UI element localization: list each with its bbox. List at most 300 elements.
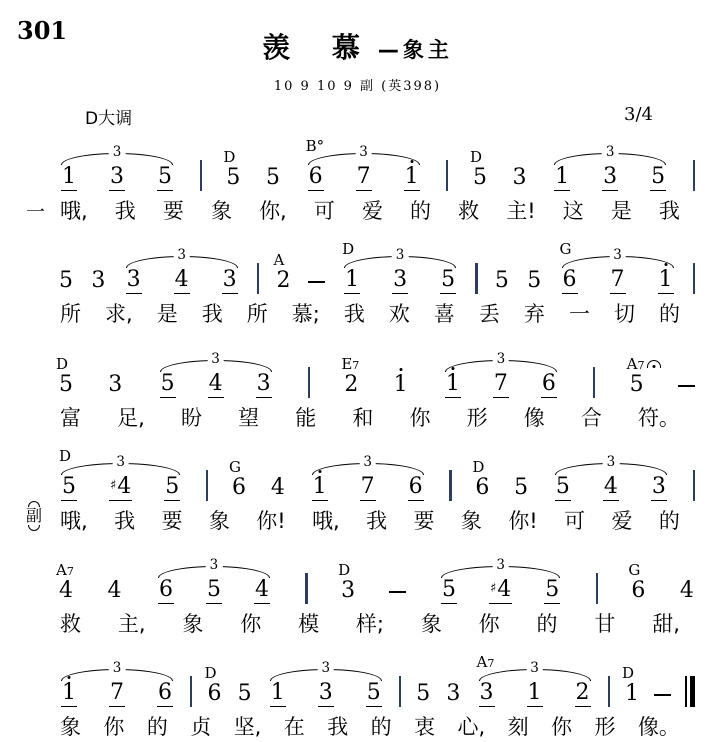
octave-dot [399,368,402,371]
triplet-number: 3 [492,559,509,573]
note [559,240,578,294]
note-digit: 1 [345,267,360,293]
note-digit: 5 [416,681,431,707]
chord-number: 7 [66,565,74,579]
lyric-syllable: 象 [460,508,482,533]
chord-label: A7 [56,561,74,580]
triplet-group [309,453,427,501]
notation-line [58,234,695,294]
note [61,166,77,191]
triplet-number: 3 [173,249,190,263]
note [254,579,270,604]
note-digit: 6 [158,577,173,603]
barline [449,470,451,501]
lyric-syllable: 是 [156,302,178,327]
note-digit: 5 [555,473,570,499]
triplet-number: 3 [109,146,126,160]
lyric-syllable: 盼 [180,405,202,430]
lyrics-line [60,714,680,741]
note [360,473,376,501]
notation-line [58,441,695,501]
note [56,354,74,398]
lyric-syllable: 你 [551,715,573,740]
sharp-icon: ♯ [490,581,497,597]
barline [257,263,259,294]
barline [693,160,695,191]
note [157,166,173,191]
lyric-syllable: 弃 [523,302,545,327]
note-digit: 2 [575,680,590,706]
note [158,579,174,604]
chord-label: D [621,664,634,683]
lyric-syllable: 慕; [291,302,320,327]
lyric-syllable: 所 [60,302,81,327]
chord-label: D [59,446,72,465]
barline [308,367,310,398]
lyric-syllable: 样; [355,612,384,637]
meter-note: 10 9 10 9 副 (英398) [273,79,442,94]
note [109,166,125,191]
note-digit: 3 [126,267,141,293]
chord-number: 7 [637,358,645,372]
note-digit: 5 [158,164,172,189]
notation-line [58,338,695,398]
note-digit: 1 [445,370,460,396]
lyric-syllable: 救 [458,199,480,223]
note-digit: 1 [270,680,285,706]
note [392,269,408,294]
verse-prefix-text: 副 [26,505,43,525]
note [256,370,272,398]
barline [446,160,448,191]
final-barline [685,676,695,707]
lyric-syllable: 象 [420,612,442,637]
lyrics-line [60,611,680,638]
note-digit: 1 [393,371,408,397]
lyric-syllable: 的 [658,508,680,533]
note-digit: 1 [62,680,76,706]
lyric-syllable: 合 [580,405,602,430]
barline [190,676,192,707]
lyric-syllable: 救 [60,612,81,637]
note [621,664,640,707]
lyric-syllable: 甜, [652,612,680,637]
note [575,682,591,707]
note [393,371,409,398]
octave-dot [410,160,413,163]
lyric-syllable: 求, [105,302,133,327]
lyrics-line [60,301,680,328]
note-digit: 2 [276,268,291,294]
triplet-group [58,144,176,191]
lyric-syllable: 刻 [507,715,529,740]
note [109,473,132,501]
note-digit: 5 [265,165,280,190]
lyric-syllable: 可 [313,199,335,223]
note [494,270,510,294]
lyrics-line [60,405,680,432]
note [229,457,247,501]
note-digit: 5 [472,165,487,190]
note-digit: 3 [393,267,408,293]
triplet-number: 3 [526,662,543,676]
note [445,683,461,707]
system-2 [58,234,695,328]
lyric-syllable: 我 [327,715,349,740]
note [651,473,667,501]
note [273,251,291,294]
note-digit: 1 [658,267,673,293]
lyric-syllable: 丢 [478,302,500,327]
note [415,683,431,707]
final-barline-thick [690,676,695,707]
lyric-syllable: 我 [114,508,136,533]
triplet-number: 3 [206,559,223,573]
note-digit: 7 [110,680,124,706]
note-digit: 3 [318,680,333,706]
note [270,474,286,501]
chord-label: G [229,457,242,476]
note [270,682,286,707]
note-digit: 1 [404,164,419,189]
lyric-syllable: 要 [161,508,183,533]
note-digit: 4 [679,578,694,604]
note-digit: 3 [108,371,123,397]
chord-label: G [559,240,572,259]
note-digit: 6 [631,578,646,604]
lyric-syllable: 象 [60,715,81,740]
lyric-syllable: 贞 [190,715,212,740]
system-6 [58,647,695,741]
note-digit: 5 [165,473,180,499]
note-digit: 2 [344,371,359,397]
note [164,473,180,501]
lyric-syllable: 是 [610,199,632,223]
note [554,166,570,191]
note-digit: 5 [545,577,560,603]
note-digit: 6 [475,474,490,500]
chord-label: G [628,561,641,580]
lyric-syllable: 哦, [312,508,340,533]
lyric-syllable: 哦, [60,199,88,223]
lyric-syllable: 我 [201,302,223,327]
note-digit: 1 [312,473,327,499]
note-digit: 5 [59,268,73,294]
lyric-syllable: 我 [658,199,680,223]
note-digit: 4 [174,267,189,293]
triplet-group [305,137,423,191]
lyric-syllable: 像 [523,405,545,430]
verse-prefix: 一 [26,201,46,223]
note-digit: 1 [527,680,542,706]
note [265,167,281,191]
system-3 [58,338,695,432]
lyric-syllable: 的 [370,715,392,740]
note-digit: 5 [442,577,456,603]
note-digit: 6 [562,267,577,293]
lyric-syllable: 象 [182,612,204,637]
triplet-group [552,453,670,501]
triplet-number: 3 [355,146,372,160]
lyric-syllable: 爱 [361,199,383,223]
note [440,269,456,294]
chord-label: E7 [341,354,360,373]
lyric-syllable: 主! [506,199,536,223]
note [603,473,619,501]
note [204,664,222,707]
note-digit: 6 [408,473,423,499]
barline [596,573,598,604]
lyric-syllable: 的 [536,612,558,637]
note [223,148,241,191]
note-digit: 5 [494,268,509,294]
key-signature: D大调 [85,109,133,129]
note [555,473,571,501]
triplet-group [157,350,275,398]
note [408,473,424,501]
triplet-group [58,660,176,707]
triplet-group [442,350,560,398]
note [679,580,695,604]
lyric-syllable: 在 [283,715,305,740]
chord-label: A7 [476,653,495,672]
lyric-syllable: 你! [256,508,286,533]
lyric-syllable: 你 [409,405,431,430]
time-signature: 3/4 [624,104,653,125]
page-title: 羡 慕 [262,31,376,64]
note-digit: 4 [107,578,122,604]
note [610,269,626,294]
lyric-syllable: 要 [162,199,184,223]
note [107,371,123,398]
fermata-icon [647,360,661,368]
note-digit: 5 [62,473,76,499]
barline [475,263,477,294]
note-digit: ♯4 [490,577,512,603]
lyrics-line [26,505,680,535]
lyric-syllable: 你 [240,612,262,637]
chord-label: D [204,664,217,683]
barline [206,470,208,501]
note [628,561,646,604]
verse-prefix [26,501,42,531]
lyric-syllable: 像。 [637,715,680,740]
note-digit: 3 [222,267,237,293]
lyric-syllable: 的 [410,199,432,223]
system-5 [58,544,695,638]
triplet-number: 3 [602,146,619,160]
notation-line [58,544,695,604]
note [318,682,334,707]
chord-label: D [223,148,236,166]
note-digit: 7 [360,473,375,499]
note-digit: 3 [341,578,356,604]
note-digit: 3 [110,164,124,189]
chord-label: A [273,251,285,270]
note-digit: 5 [160,370,175,396]
note-digit: 4 [59,578,73,604]
notation-line [58,647,695,707]
note [366,682,382,707]
barline [608,676,610,707]
note-digit: 7 [493,370,508,396]
lyric-syllable: 我 [343,302,365,327]
note [342,240,360,294]
lyrics-line [26,198,680,225]
note-digit: 4 [603,473,618,499]
lyric-syllable: 足, [117,405,145,430]
note [441,579,457,604]
chord-label: D [342,240,355,259]
title-suffix: —象主 [377,38,453,62]
lyric-syllable: 切 [613,302,635,327]
lyric-syllable: 这 [562,199,584,223]
note [493,370,509,398]
final-barline-thin [685,676,687,707]
note [527,682,543,707]
note [222,269,238,294]
note [512,167,528,191]
note [90,270,106,294]
system-4 [26,441,695,535]
note-digit: 6 [232,474,247,500]
note-digit: 5 [226,165,241,190]
note-digit: 6 [207,681,222,707]
barline [200,160,202,191]
note [106,580,122,604]
triplet-group [341,240,459,294]
note [526,270,542,294]
lyric-syllable: 你 [103,715,125,740]
note [312,473,328,501]
note-digit: 5 [514,474,529,500]
lyric-syllable: 能 [295,405,317,430]
lyric-syllable: 要 [413,508,435,533]
system-1 [26,131,695,225]
note-digit: 7 [610,267,625,293]
lyric-syllable: 你, [259,199,287,223]
note [626,354,645,398]
lyric-syllable: 衷 [414,715,436,740]
triplet-number: 3 [603,456,620,470]
lyric-syllable: 形 [466,405,488,430]
notation-line [58,131,695,191]
lyric-syllable: 模 [298,612,320,637]
chord-label: A7 [627,357,662,372]
note-digit: 6 [308,164,323,189]
note-digit: 5 [206,577,221,603]
lyric-syllable: 望 [238,405,260,430]
octave-dot [318,470,321,473]
music-systems [26,131,695,742]
note [56,561,74,604]
note [472,457,490,501]
chord-label: D [338,561,351,580]
note [602,166,618,191]
barline [305,573,307,604]
lyric-syllable: 爱 [611,508,633,533]
lyric-syllable: 所 [246,302,268,327]
note [237,683,253,707]
lyric-syllable: 我 [114,199,136,223]
octave-dot [451,367,454,370]
lyric-syllable: 甘 [594,612,616,637]
lyric-syllable: 和 [352,405,374,430]
note-digit: 1 [62,164,76,189]
chord-number: 7 [487,657,495,671]
lyric-syllable: 的 [658,302,680,327]
duration-dash [389,591,406,593]
barline [693,470,695,501]
duration-dash [308,281,325,283]
triplet-group [438,557,563,604]
lyric-syllable: 象 [210,199,232,223]
hymn-number: 301 [17,16,68,45]
duration-dash [654,694,671,696]
note [109,682,125,707]
note [445,370,461,398]
barline [593,367,595,398]
note-digit: 6 [158,680,172,706]
note-digit: 3 [651,473,666,499]
note [469,148,488,191]
sharp-icon: ♯ [110,477,117,493]
note-digit: 3 [479,680,494,706]
note-digit: 5 [651,164,666,189]
lyric-syllable: 富 [60,405,81,430]
note-digit: 5 [366,680,381,706]
octave-dot [664,263,667,266]
lyric-syllable: 象 [208,508,230,533]
chord-number: 7 [352,358,360,372]
triplet-group [267,660,385,707]
lyric-syllable: 喜 [433,302,455,327]
note-digit: ♯4 [110,473,132,499]
key-time-row [85,104,653,129]
lyric-syllable: 哦, [60,508,88,533]
note [541,370,557,398]
triplet-group [551,144,669,191]
note-digit: 3 [91,268,106,294]
note [305,137,325,191]
note-digit: 4 [270,474,285,500]
barline [693,263,695,294]
lyric-syllable: 我 [366,508,388,533]
note-digit: 5 [237,681,252,707]
note [650,166,666,191]
triplet-number: 3 [359,456,376,470]
note-digit: 1 [555,164,570,189]
note [206,579,222,604]
triplet-group [476,653,594,707]
triplet-number: 3 [609,249,626,263]
note [160,370,176,398]
note [58,270,74,294]
note [208,370,224,398]
vertical-paren-close [28,525,40,531]
triplet-group [58,446,183,501]
lyric-syllable: 你! [508,508,538,533]
note [356,166,372,191]
lyric-syllable: 符。 [637,405,680,430]
lyric-syllable: 的 [146,715,168,740]
note-digit: 4 [208,370,223,396]
triplet-number: 3 [392,249,409,263]
note-digit: 5 [629,371,644,397]
lyric-syllable: 你 [478,612,500,637]
chord-label: D [469,148,482,166]
note-digit: 3 [446,681,461,707]
